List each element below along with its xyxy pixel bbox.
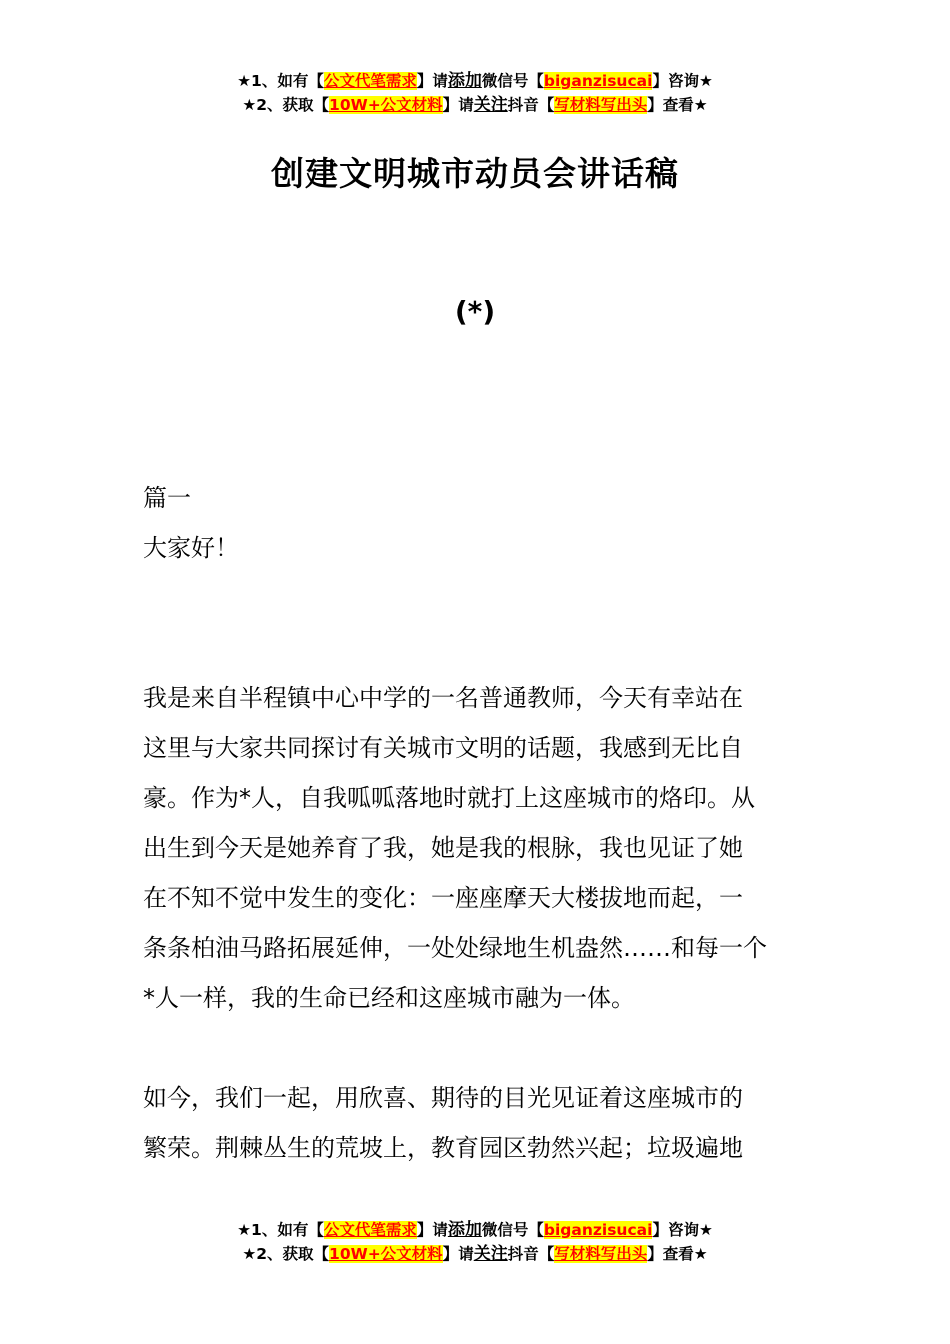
paragraph-line: 出生到今天是她养育了我，她是我的根脉，我也见证了她 xyxy=(143,834,743,862)
paragraph-line: 在不知不觉中发生的变化：一座座摩天大楼拔地而起，一 xyxy=(143,884,743,912)
document-title: 创建文明城市动员会讲话稿 xyxy=(271,154,679,193)
banner-highlight: 写材料写出头 xyxy=(554,1245,648,1263)
banner-text: 】查看★ xyxy=(647,96,708,114)
banner-text: 】咨询★ xyxy=(652,1221,713,1239)
paragraph-line: 繁荣。荆棘丛生的荒坡上，教育园区勃然兴起；垃圾遍地 xyxy=(143,1134,743,1162)
paragraph-line: 豪。作为*人，自我呱呱落地时就打上这座城市的烙印。从 xyxy=(143,784,755,812)
banner-highlight: 10W+公文材料 xyxy=(329,1245,443,1263)
banner-underline: 添加 xyxy=(447,1220,482,1240)
banner-highlight: 公文代笔需求 xyxy=(323,72,417,90)
banner-text: 】请 xyxy=(442,96,474,114)
document-subtitle: (*) xyxy=(454,295,496,328)
banner-text: 微信号【 xyxy=(481,1221,544,1239)
paragraph-line: 这里与大家共同探讨有关城市文明的话题，我感到无比自 xyxy=(143,734,743,762)
banner-text: 】咨询★ xyxy=(652,72,713,90)
banner-text: ★1、如有【 xyxy=(237,1221,324,1239)
banner-underline: 关注 xyxy=(473,1244,508,1264)
paragraph-line: *人一样，我的生命已经和这座城市融为一体。 xyxy=(143,984,635,1012)
banner-highlight: 10W+公文材料 xyxy=(329,96,443,114)
greeting: 大家好！ xyxy=(143,534,239,562)
paragraph xyxy=(143,673,823,1023)
banner-text: 】请 xyxy=(416,1221,448,1239)
banner-line-1 xyxy=(0,1218,950,1242)
banner-text: 抖音【 xyxy=(507,1245,555,1263)
paragraph-line: 我是来自半程镇中心中学的一名普通教师，今天有幸站在 xyxy=(143,684,743,712)
banner-line-2 xyxy=(0,1242,950,1266)
banner-text: ★2、获取【 xyxy=(242,96,330,114)
banner-text: ★1、如有【 xyxy=(237,72,324,90)
banner-underline: 关注 xyxy=(473,95,508,115)
section-label: 篇一 xyxy=(143,484,191,512)
banner-text: ★2、获取【 xyxy=(242,1245,330,1263)
banner-text: 抖音【 xyxy=(507,96,555,114)
paragraph xyxy=(143,1073,823,1173)
paragraph-line: 如今，我们一起，用欣喜、期待的目光见证着这座城市的 xyxy=(143,1084,743,1112)
footer-banner xyxy=(0,1218,950,1266)
paragraph-line: 条条柏油马路拓展延伸，一处处绿地生机盎然……和每一个 xyxy=(143,934,767,962)
banner-underline: 添加 xyxy=(447,71,482,91)
banner-highlight: biganzisucai xyxy=(543,1221,653,1239)
banner-text: 】查看★ xyxy=(647,1245,708,1263)
banner-text: 】请 xyxy=(416,72,448,90)
banner-highlight: 公文代笔需求 xyxy=(323,1221,417,1239)
banner-text: 微信号【 xyxy=(481,72,544,90)
header-banner xyxy=(0,69,950,117)
banner-line-1 xyxy=(0,69,950,93)
banner-highlight: biganzisucai xyxy=(543,72,653,90)
section-heading xyxy=(143,473,823,573)
banner-line-2 xyxy=(0,93,950,117)
banner-text: 】请 xyxy=(442,1245,474,1263)
banner-highlight: 写材料写出头 xyxy=(554,96,648,114)
